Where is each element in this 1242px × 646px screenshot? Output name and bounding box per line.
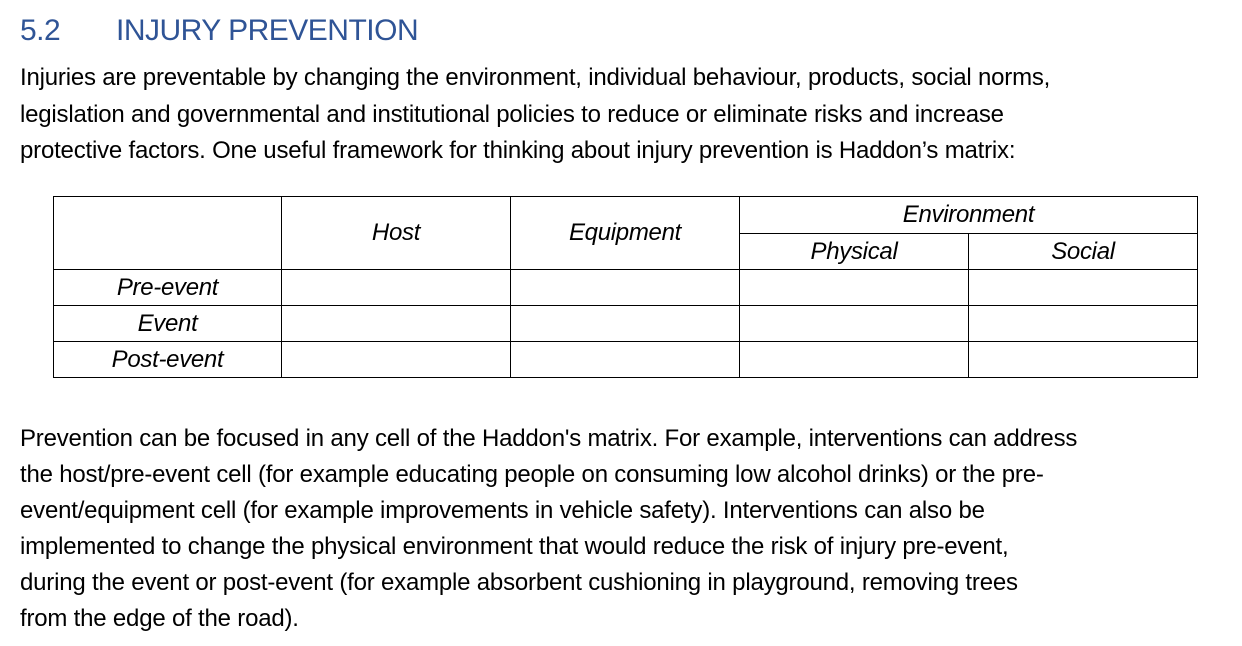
table-cell	[740, 270, 969, 306]
section-heading	[20, 14, 418, 48]
table-cell	[740, 342, 969, 378]
table-cell	[282, 270, 511, 306]
row-label: Pre-event	[54, 270, 282, 306]
body-line: event/equipment cell (for example improvements in vehicle safety). Interventions can also be	[20, 497, 985, 524]
haddon-matrix-table	[53, 196, 1198, 378]
body-line: the host/pre-event cell (for example educating people on consuming low alcohol drinks) or the pre-	[20, 461, 1044, 488]
intro-line: legislation and governmental and institutional policies to reduce or eliminate risks and increase	[20, 100, 1004, 128]
table-row	[54, 306, 1198, 342]
header-physical: Physical	[740, 234, 969, 270]
row-label: Post-event	[54, 342, 282, 378]
table-header-row	[54, 197, 1198, 234]
body-line: during the event or post-event (for example absorbent cushioning in playground, removing trees	[20, 569, 1018, 596]
body-line: from the edge of the road).	[20, 605, 299, 632]
table-row	[54, 270, 1198, 306]
empty-corner-cell	[54, 197, 282, 270]
header-host: Host	[282, 197, 511, 270]
header-environment: Environment	[740, 197, 1198, 234]
table-cell	[282, 306, 511, 342]
header-equipment: Equipment	[511, 197, 740, 270]
table-cell	[282, 342, 511, 378]
header-social: Social	[969, 234, 1198, 270]
intro-line: protective factors. One useful framework for thinking about injury prevention is Haddon’s matrix:	[20, 137, 1016, 164]
table-row	[54, 342, 1198, 378]
table-cell	[969, 306, 1198, 342]
table-cell	[969, 270, 1198, 306]
section-title: INJURY PREVENTION	[116, 14, 419, 47]
table-cell	[740, 306, 969, 342]
body-line: implemented to change the physical environment that would reduce the risk of injury pre-event,	[20, 533, 1009, 560]
table-cell	[511, 270, 740, 306]
intro-line: Injuries are preventable by changing the environment, individual behaviour, products, social norms,	[20, 64, 1051, 91]
table-cell	[969, 342, 1198, 378]
row-label: Event	[54, 306, 282, 342]
table-cell	[511, 342, 740, 378]
body-line: Prevention can be focused in any cell of the Haddon's matrix. For example, interventions can address	[20, 425, 1078, 452]
body-paragraph	[20, 421, 1235, 637]
intro-paragraph	[20, 60, 1235, 170]
table-cell	[511, 306, 740, 342]
section-number: 5.2	[20, 14, 61, 47]
